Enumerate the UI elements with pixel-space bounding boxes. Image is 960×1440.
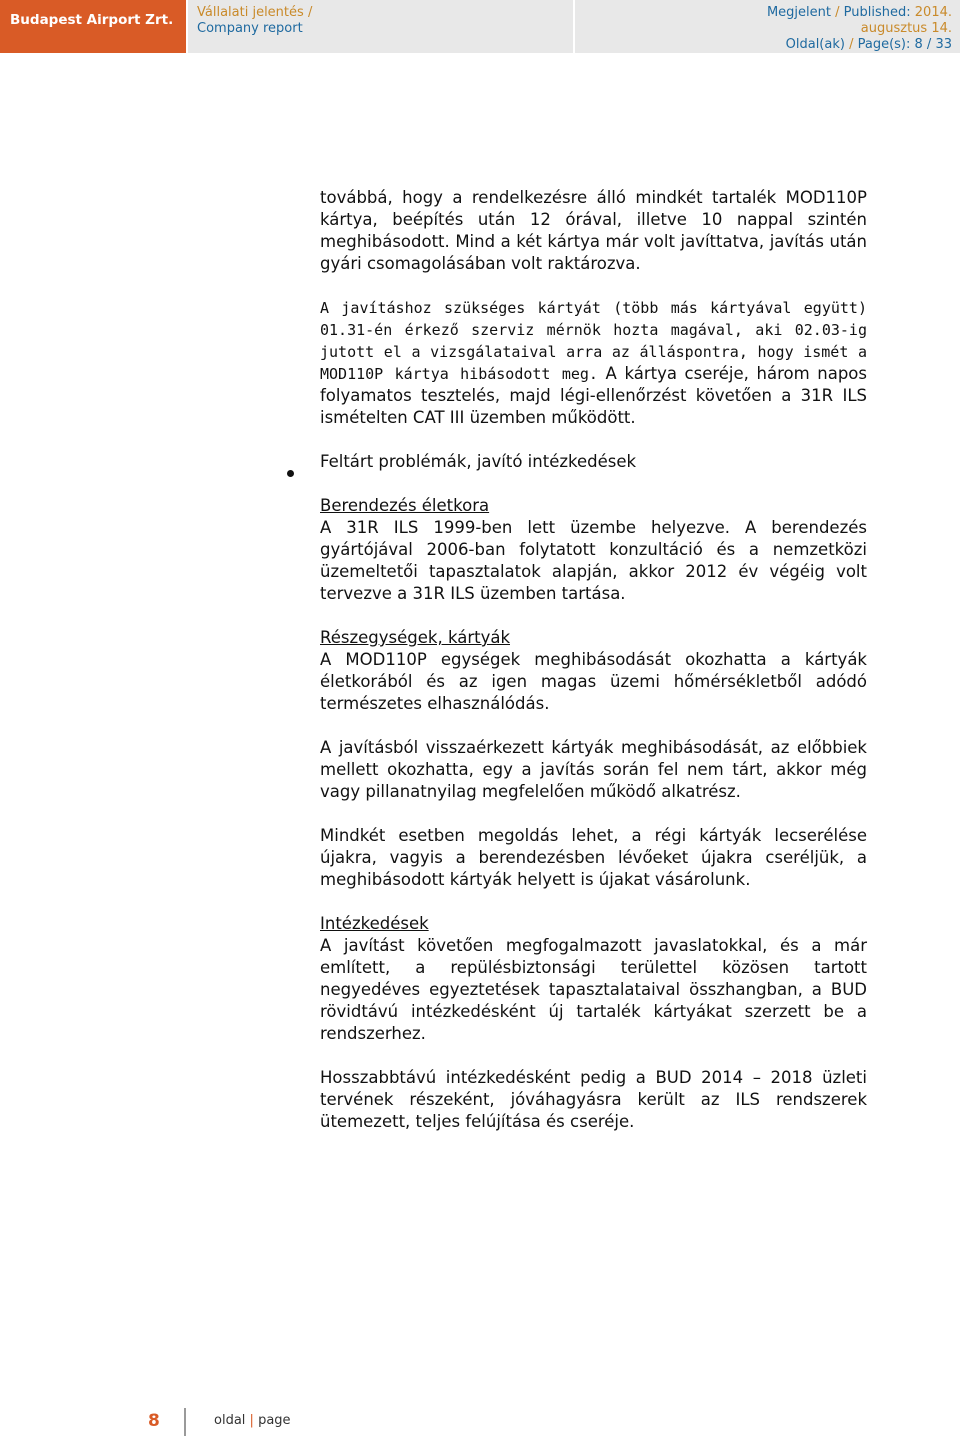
- published-label-hu: Megjelent: [766, 5, 831, 20]
- footer-page-number: 8: [148, 1411, 160, 1431]
- paragraph-8: Hosszabbtávú intézkedésként pedig a BUD 2014 – 2018 üzleti tervének részeként, jóváhagyásra került az ILS rendszerek ütemezett, teljes felújítása és cseréje.: [320, 1068, 867, 1131]
- paragraph-2-part-1: A javításhoz szükséges kártyát (több más kártyával együtt) 01.31-én érkező szerviz mérnök hozta magával, aki 02.03-ig jutott el a vizsgálataival arra az álláspontra, hogy ismét a MOD110P kártya hibásodott meg.: [320, 299, 867, 383]
- section-heading-age: Berendezés életkora: [320, 496, 490, 515]
- pages-label-en: Page(s):: [857, 37, 911, 52]
- page-header: [0, 0, 960, 53]
- report-separator: /: [307, 5, 313, 20]
- section-heading-components: Részegységek, kártyák: [320, 628, 510, 647]
- footer-separator: |: [249, 1413, 254, 1428]
- pages-label-hu: Oldal(ak): [785, 37, 845, 52]
- bullet-heading: Feltárt problémák, javító intézkedések: [320, 452, 637, 471]
- report-label-hu: Vállalati jelentés: [197, 5, 304, 20]
- section-heading-measures: Intézkedések: [320, 914, 429, 933]
- paragraph-3-part-1: A 31R ILS 1999-ben lett üzembe helyezve.: [320, 518, 730, 537]
- footer-label: [214, 1413, 291, 1428]
- paragraph-4: A MOD110P egységek meghibásodását okozhatta a kártyák életkorából és az igen magas üzemi hőmérsékletből adódó természetes elhasználódás.: [320, 650, 867, 713]
- paragraph-2: [320, 297, 867, 429]
- footer-divider: [184, 1408, 186, 1436]
- bullet-icon: [287, 470, 294, 477]
- published-label-en: Published:: [843, 5, 911, 20]
- document-body: [320, 187, 867, 1133]
- paragraph-2-part-2: A kártya cseréje, három napos folyamatos tesztelés, majd légi-ellenőrzést követően a 31R ILS ismételten CAT III üzemben működött.: [320, 364, 867, 427]
- paragraph-1: továbbá, hogy a rendelkezésre álló mindkét tartalék MOD110P kártya, beépítés után 12 órával, illetve 10 nappal szintén meghibásodott. Mind a két kártya már volt javíttatva, javítás után gyári csomagolásában volt raktározva.: [320, 188, 867, 273]
- published-date-year: 2014.: [914, 5, 952, 20]
- footer-label-hu: oldal: [214, 1413, 246, 1428]
- publication-info: [575, 0, 960, 53]
- page-info: 8 / 33: [914, 37, 952, 52]
- published-date-day: augusztus 14.: [860, 21, 952, 36]
- report-type: [188, 0, 573, 53]
- paragraph-3: [320, 517, 867, 605]
- company-name: Budapest Airport Zrt.: [0, 0, 186, 53]
- paragraph-7: A javítást követően megfogalmazott javaslatokkal, és a már említett, a repülésbiztonsági területtel közösen tartott negyedéves egyeztetések tapasztalataival összhangban, a BUD rövidtávú intézkedésként új tartalék kártyákat szerzett be a rendszerhez.: [320, 936, 867, 1043]
- paragraph-6: Mindkét esetben megoldás lehet, a régi kártyák lecserélése újakra, vagyis a berendezésben lévőeket újakra cseréljük, a meghibásodott kártyák helyett is újakat vásárolunk.: [320, 826, 867, 889]
- paragraph-5: A javításból visszaérkezett kártyák meghibásodását, az előbbiek mellett okozhatta, egy a javítás során fel nem tárt, akkor még vagy pillanatnyilag megfelelően működő alkatrész.: [320, 738, 867, 801]
- paragraph-3-part-2: A berendezés gyártójával 2006-ban folytatott konzultáció és a nemzetközi üzemeltetői tapasztalatok alapján, akkor 2012 év végéig volt tervezve a 31R ILS üzemben tartása.: [320, 518, 867, 603]
- pages-separator: /: [849, 37, 854, 52]
- footer-label-en: page: [258, 1413, 291, 1428]
- report-label-en: Company report: [197, 21, 303, 36]
- published-separator: /: [835, 5, 840, 20]
